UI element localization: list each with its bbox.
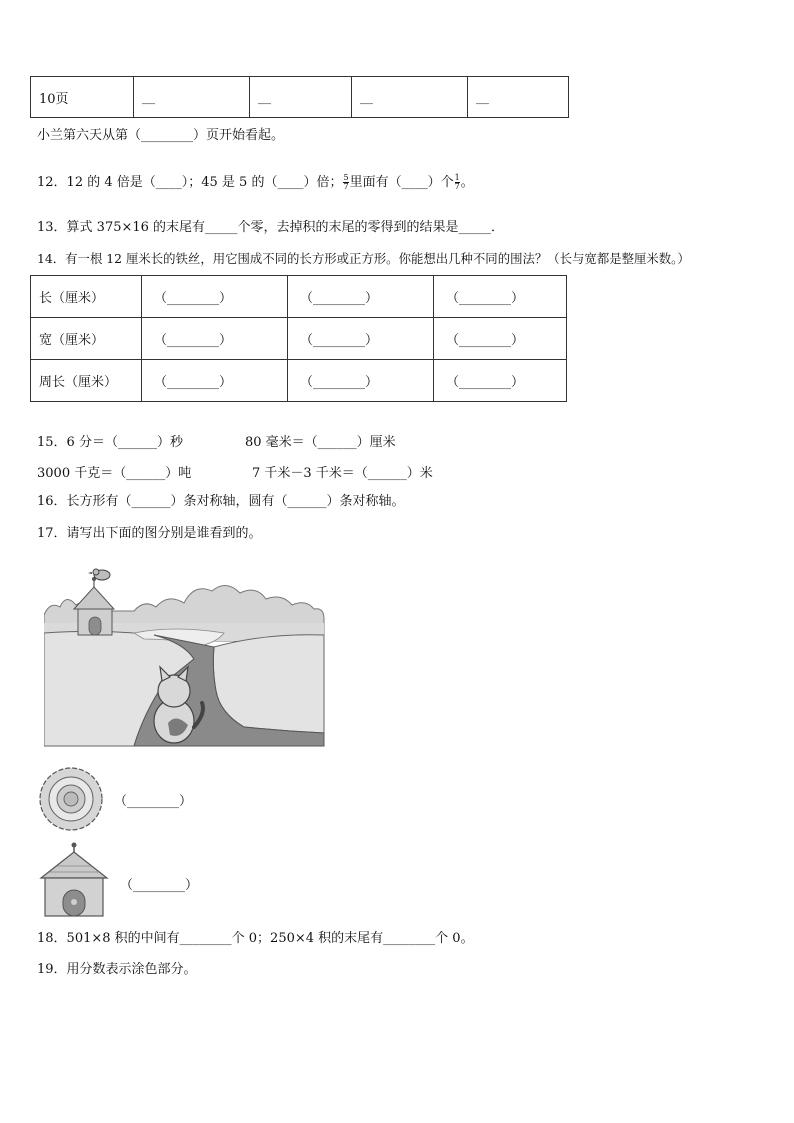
answer-blank[interactable]: （________） [434, 276, 567, 318]
pages-table [30, 76, 569, 118]
row-label: 周长（厘米） [31, 360, 142, 402]
question-12-part2: 里面有（____）个 [349, 175, 454, 190]
question-13: 13．算式 375×16 的末尾有_____个零，去掉积的末尾的零得到的结果是_____． [37, 220, 505, 235]
answer-blank[interactable]: （________） [142, 276, 288, 318]
question-15-d: 7 千米－3 千米＝（______）米 [252, 466, 433, 481]
row-label: 宽（厘米） [31, 318, 142, 360]
table-row [31, 276, 567, 318]
answer-blank[interactable]: （________） [288, 360, 434, 402]
question-12-part1: 12．12 的 4 倍是（____）；45 是 5 的（____）倍； [37, 175, 343, 190]
answer-blank-1[interactable]: （________） [114, 794, 193, 809]
question-15-c: 3000 千克＝（______）吨 [37, 466, 192, 481]
question-16: 16．长方形有（______）条对称轴，圆有（______）条对称轴。 [37, 494, 405, 509]
table-cell: __ [352, 77, 468, 118]
question-17: 17．请写出下面的图分别是谁看到的。 [37, 526, 262, 541]
table-cell: __ [468, 77, 569, 118]
fraction-5-7: $\frac{5}{7}$ [343, 173, 349, 191]
question-12-part3: 。 [460, 175, 474, 190]
answer-blank-2[interactable]: （________） [120, 878, 199, 893]
round-hut-top-view-icon [38, 766, 104, 832]
bird-icon [88, 569, 110, 580]
question-15-b: 80 毫米＝（______）厘米 [245, 435, 396, 450]
table-row [31, 318, 567, 360]
question-14: 14．有一根 12 厘米长的铁丝，用它围成不同的长方形或正方形。你能想出几种不同的围法？（长与宽都是整厘米数。） [37, 251, 690, 266]
table-cell: __ [250, 77, 352, 118]
table-cell: 10页 [31, 77, 134, 118]
hut-icon [74, 577, 114, 635]
question-11-continuation: 小兰第六天从第（________）页开始看起。 [37, 128, 285, 143]
table-row [31, 360, 567, 402]
row-label: 长（厘米） [31, 276, 142, 318]
answer-blank[interactable]: （________） [142, 360, 288, 402]
answer-blank[interactable]: （________） [142, 318, 288, 360]
fraction-1-7: $\frac{1}{7}$ [454, 173, 460, 191]
table-cell: __ [134, 77, 250, 118]
table-row [31, 77, 569, 118]
hut-front-view-icon [39, 842, 109, 918]
scene-illustration [44, 563, 326, 749]
answer-blank[interactable]: （________） [288, 318, 434, 360]
question-12 [37, 174, 474, 191]
rectangle-table [30, 275, 567, 402]
answer-blank[interactable]: （________） [288, 276, 434, 318]
answer-blank[interactable]: （________） [434, 360, 567, 402]
question-18: 18．501×8 积的中间有________个 0；250×4 积的末尾有________个 0。 [37, 931, 474, 946]
question-15-a: 15．6 分＝（______）秒 [37, 435, 183, 450]
question-19: 19．用分数表示涂色部分。 [37, 962, 197, 977]
answer-blank[interactable]: （________） [434, 318, 567, 360]
